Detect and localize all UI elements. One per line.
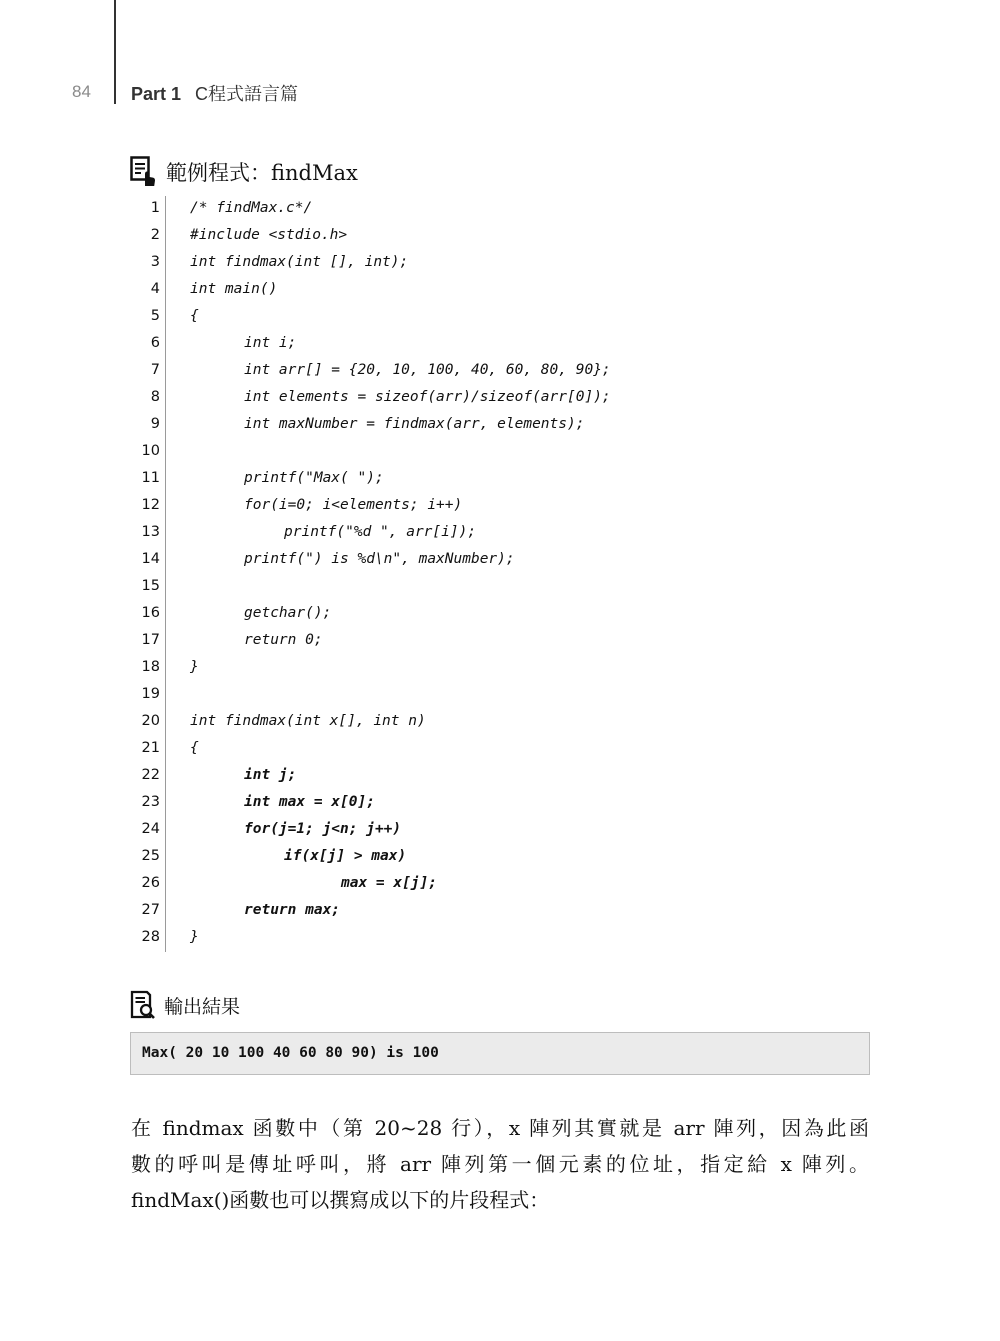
line-number: 18 — [141, 659, 160, 675]
line-number: 12 — [141, 497, 160, 513]
code-text: } — [190, 929, 199, 945]
line-number: 10 — [141, 443, 160, 459]
gutter-rule — [165, 358, 166, 385]
gutter-rule — [165, 493, 166, 520]
line-number: 8 — [150, 389, 160, 405]
code-line — [131, 277, 831, 304]
code-text: /* findMax.c*/ — [190, 200, 313, 216]
code-text: } — [190, 659, 199, 675]
output-title: 輸出結果 — [164, 995, 241, 1018]
body-paragraph — [131, 1112, 869, 1220]
code-line — [131, 871, 831, 898]
code-line — [131, 385, 831, 412]
code-line — [131, 655, 831, 682]
code-text: max = x[j]; — [341, 875, 438, 891]
code-line — [131, 574, 831, 601]
code-text: int main() — [190, 281, 278, 297]
line-number: 7 — [150, 362, 160, 378]
code-text: #include <stdio.h> — [190, 227, 348, 243]
gutter-rule — [165, 682, 166, 709]
gutter-rule — [165, 871, 166, 898]
code-line — [131, 331, 831, 358]
code-listing — [131, 196, 831, 952]
code-line — [131, 844, 831, 871]
gutter-rule — [165, 277, 166, 304]
line-number: 11 — [141, 470, 160, 486]
line-number: 14 — [141, 551, 160, 567]
code-text: printf("Max( "); — [244, 470, 384, 486]
code-line — [131, 250, 831, 277]
gutter-rule — [165, 709, 166, 736]
code-text: int findmax(int [], int); — [190, 254, 409, 270]
code-text: if(x[j] > max) — [284, 848, 407, 864]
code-text: for(j=1; j<n; j++) — [244, 821, 402, 837]
code-text: int findmax(int x[], int n) — [190, 713, 426, 729]
line-number: 9 — [150, 416, 160, 432]
line-number: 26 — [141, 875, 160, 891]
line-number: 24 — [141, 821, 160, 837]
line-number: 22 — [141, 767, 160, 783]
gutter-rule — [165, 196, 166, 223]
code-line — [131, 709, 831, 736]
code-text: int max = x[0]; — [244, 794, 375, 810]
gutter-rule — [165, 574, 166, 601]
gutter-rule — [165, 817, 166, 844]
gutter-rule — [165, 331, 166, 358]
code-line — [131, 790, 831, 817]
line-number: 25 — [141, 848, 160, 864]
gutter-rule — [165, 385, 166, 412]
code-text: { — [190, 308, 199, 324]
gutter-rule — [165, 790, 166, 817]
code-line — [131, 736, 831, 763]
code-line — [131, 358, 831, 385]
code-line — [131, 412, 831, 439]
gutter-rule — [165, 736, 166, 763]
gutter-rule — [165, 223, 166, 250]
program-listing-icon — [130, 156, 156, 188]
line-number: 20 — [141, 713, 160, 729]
line-number: 6 — [150, 335, 160, 351]
output-box — [130, 1032, 870, 1075]
gutter-rule — [165, 601, 166, 628]
code-line — [131, 196, 831, 223]
line-number: 2 — [150, 227, 160, 243]
code-line — [131, 763, 831, 790]
gutter-rule — [165, 466, 166, 493]
gutter-rule — [165, 439, 166, 466]
line-number: 19 — [141, 686, 160, 702]
gutter-rule — [165, 898, 166, 925]
line-number: 17 — [141, 632, 160, 648]
code-text: int elements = sizeof(arr)/sizeof(arr[0]); — [244, 389, 611, 405]
code-line — [131, 223, 831, 250]
line-number: 13 — [141, 524, 160, 540]
header-divider — [114, 0, 116, 104]
code-text: return 0; — [244, 632, 323, 648]
code-line — [131, 817, 831, 844]
code-text: printf(") is %d\n", maxNumber); — [244, 551, 515, 567]
code-text: int maxNumber = findmax(arr, elements); — [244, 416, 585, 432]
gutter-rule — [165, 304, 166, 331]
chapter-title: C程式語言篇 — [195, 84, 299, 104]
code-line — [131, 493, 831, 520]
line-number: 1 — [150, 200, 160, 216]
part-label: Part 1 — [131, 84, 182, 104]
code-line — [131, 682, 831, 709]
line-number: 23 — [141, 794, 160, 810]
gutter-rule — [165, 655, 166, 682]
gutter-rule — [165, 844, 166, 871]
program-heading — [130, 156, 358, 188]
running-header — [131, 80, 298, 106]
code-text: int arr[] = {20, 10, 100, 40, 60, 80, 90}; — [244, 362, 611, 378]
gutter-rule — [165, 250, 166, 277]
code-text: { — [190, 740, 199, 756]
program-title: 範例程式：findMax — [166, 161, 358, 185]
code-line — [131, 601, 831, 628]
code-line — [131, 520, 831, 547]
output-result-icon — [130, 990, 156, 1020]
code-text: getchar(); — [244, 605, 332, 621]
code-text: for(i=0; i<elements; i++) — [244, 497, 463, 513]
code-text: int i; — [244, 335, 297, 351]
gutter-rule — [165, 520, 166, 547]
code-line — [131, 628, 831, 655]
body-text-line: findMax()函數也可以撰寫成以下的片段程式： — [131, 1188, 550, 1212]
code-line — [131, 466, 831, 493]
line-number: 21 — [141, 740, 160, 756]
line-number: 4 — [150, 281, 160, 297]
code-line — [131, 439, 831, 466]
output-heading — [130, 990, 240, 1020]
code-line — [131, 304, 831, 331]
line-number: 15 — [141, 578, 160, 594]
code-text: printf("%d ", arr[i]); — [284, 524, 477, 540]
line-number: 27 — [141, 902, 160, 918]
gutter-rule — [165, 412, 166, 439]
gutter-rule — [165, 925, 166, 952]
body-text-line: 在 findmax 函數中（第 20~28 行），x 陣列其實就是 arr 陣列，因為此函 — [131, 1116, 869, 1140]
output-text: Max( 20 10 100 40 60 80 90) is 100 — [142, 1045, 439, 1061]
code-line — [131, 898, 831, 925]
code-line — [131, 547, 831, 574]
gutter-rule — [165, 763, 166, 790]
code-text: int j; — [244, 767, 297, 783]
code-line — [131, 925, 831, 952]
page-number: 84 — [72, 82, 91, 101]
gutter-rule — [165, 547, 166, 574]
line-number: 5 — [150, 308, 160, 324]
body-text-line: 數的呼叫是傳址呼叫，將 arr 陣列第一個元素的位址，指定給 x 陣列。 — [131, 1152, 869, 1176]
line-number: 16 — [141, 605, 160, 621]
gutter-rule — [165, 628, 166, 655]
line-number: 3 — [150, 254, 160, 270]
line-number: 28 — [141, 929, 160, 945]
code-text: return max; — [244, 902, 341, 918]
